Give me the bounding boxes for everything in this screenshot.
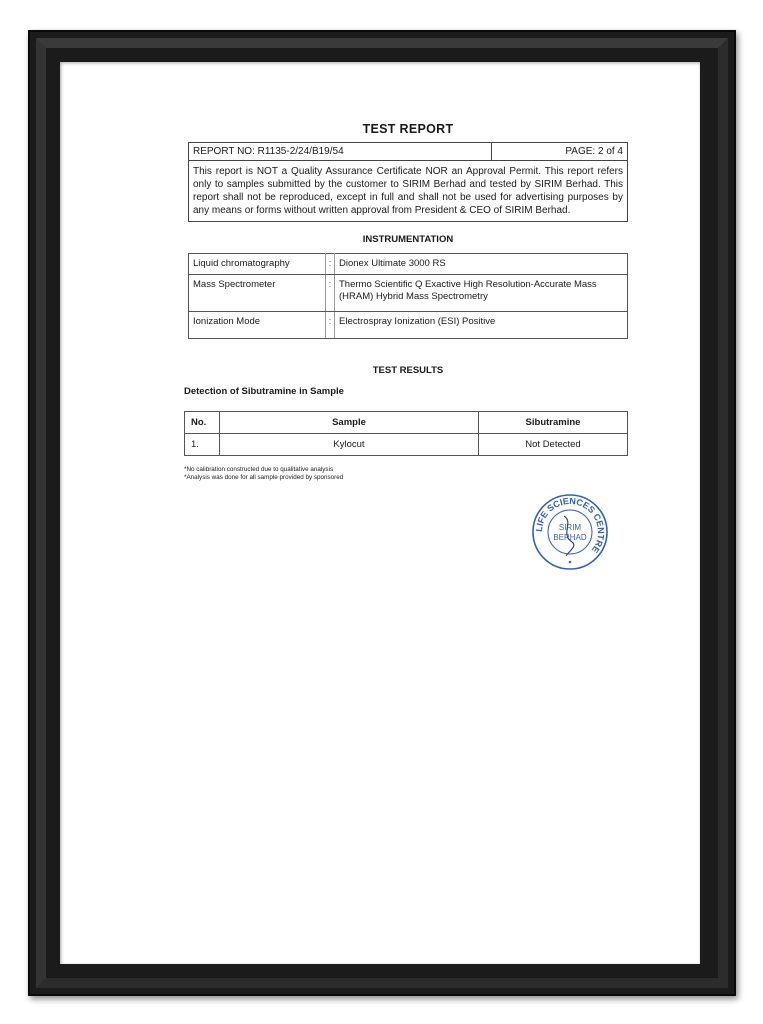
- instrumentation-table: [188, 253, 628, 339]
- table-row: [189, 274, 628, 311]
- table-header-row: [185, 411, 628, 433]
- instrument-value: Dionex Ultimate 3000 RS: [335, 254, 628, 275]
- column-header-sibutramine: Sibutramine: [479, 411, 628, 433]
- stamp-center-line2: BERHAD: [553, 533, 587, 542]
- instrument-label: Mass Spectrometer: [189, 274, 326, 311]
- instrument-label: Ionization Mode: [189, 311, 326, 338]
- page-number: PAGE: 2 of 4: [491, 143, 627, 161]
- results-subheading: Detection of Sibutramine in Sample: [184, 385, 344, 397]
- report-header-table: [188, 142, 628, 222]
- stamp-ring-text: LIFE SCIENCES CENTRE: [533, 495, 607, 555]
- report-number: REPORT NO: R1135-2/24/B19/54: [189, 143, 492, 161]
- stamp-center-line1: SIRIM: [558, 523, 582, 532]
- sirim-stamp-icon: [530, 492, 610, 572]
- report-title: TEST REPORT: [362, 122, 454, 136]
- footnote: *No calibration constructed due to qualitative analysis: [184, 465, 334, 473]
- instrument-value: Electrospray Ionization (ESI) Positive: [335, 311, 628, 338]
- table-row: [189, 311, 628, 338]
- separator: :: [326, 254, 335, 275]
- table-row: [185, 433, 628, 455]
- column-header-no: No.: [185, 411, 220, 433]
- results-table: [184, 411, 628, 456]
- separator: :: [326, 311, 335, 338]
- cell-sample: Kylocut: [220, 433, 479, 455]
- instrument-value: Thermo Scientific Q Exactive High Resolution-Accurate Mass (HRAM) Hybrid Mass Spectrometry: [335, 274, 628, 311]
- footnotes: [184, 466, 628, 483]
- cell-no: 1.: [185, 433, 220, 455]
- document-page: [60, 62, 700, 964]
- report-body: [184, 122, 628, 483]
- test-results-heading: TEST RESULTS: [372, 364, 444, 376]
- instrument-label: Liquid chromatography: [189, 254, 326, 275]
- instrumentation-heading: INSTRUMENTATION: [362, 234, 454, 245]
- column-header-sample: Sample: [220, 411, 479, 433]
- table-row: [189, 254, 628, 275]
- report-disclaimer: This report is NOT a Quality Assurance Certificate NOR an Approval Permit. This report refers only to samples submitted by the customer to SIRIM Berhad and tested by SIRIM Berhad. This report shall not be reproduced, except in full and shall not be used for advertising purposes by any means or forms without written approval from President & CEO of SIRIM Berhad.: [189, 161, 628, 222]
- cell-sibutramine: Not Detected: [479, 433, 628, 455]
- separator: :: [326, 274, 335, 311]
- footnote: *Analysis was done for all sample provided by sponsored: [184, 474, 344, 482]
